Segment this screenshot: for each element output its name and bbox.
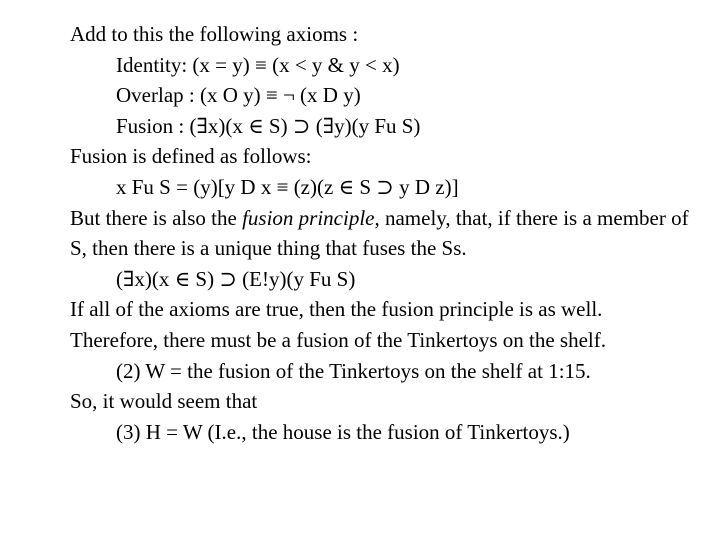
fusion-principle-formula: (∃x)(x ∈ S) ⊃ (E!y)(y Fu S)	[116, 266, 356, 291]
fusion-principle-lead: But there is also the	[70, 205, 243, 230]
conclusion-3: (3) H = W (I.e., the house is the fusion of Tinkertoys.)	[116, 419, 570, 444]
fusion-principle-term: fusion principle	[242, 205, 375, 230]
fusion-axiom: Fusion : (∃x)(x ∈ S) ⊃ (∃y)(y Fu S)	[116, 113, 421, 138]
fusion-definition: x Fu S = (y)[y D x ≡ (z)(z ∈ S ⊃ y D z)]	[116, 174, 459, 199]
slide-text-body	[70, 19, 710, 447]
fusion-definition-intro: Fusion is defined as follows:	[70, 144, 312, 169]
fusion-principle-paragraph	[70, 203, 690, 264]
overlap-axiom: Overlap : (x O y) ≡ ¬ (x D y)	[116, 83, 361, 108]
identity-axiom: Identity: (x = y) ≡ (x < y & y < x)	[116, 52, 400, 77]
therefore-line: Therefore, there must be a fusion of the Tinkertoys on the shelf.	[70, 327, 606, 352]
fusion-principle-rest: , namely, that, if there is a member of S, then there is a unique thing that fuses the Ss.	[70, 205, 689, 261]
so-line: So, it would seem that	[70, 389, 258, 414]
intro-line: Add to this the following axioms :	[70, 22, 359, 46]
premise-2: (2) W = the fusion of the Tinkertoys on the shelf at 1:15.	[116, 358, 591, 383]
axioms-true-line: If all of the axioms are true, then the fusion principle is as well.	[70, 297, 603, 322]
